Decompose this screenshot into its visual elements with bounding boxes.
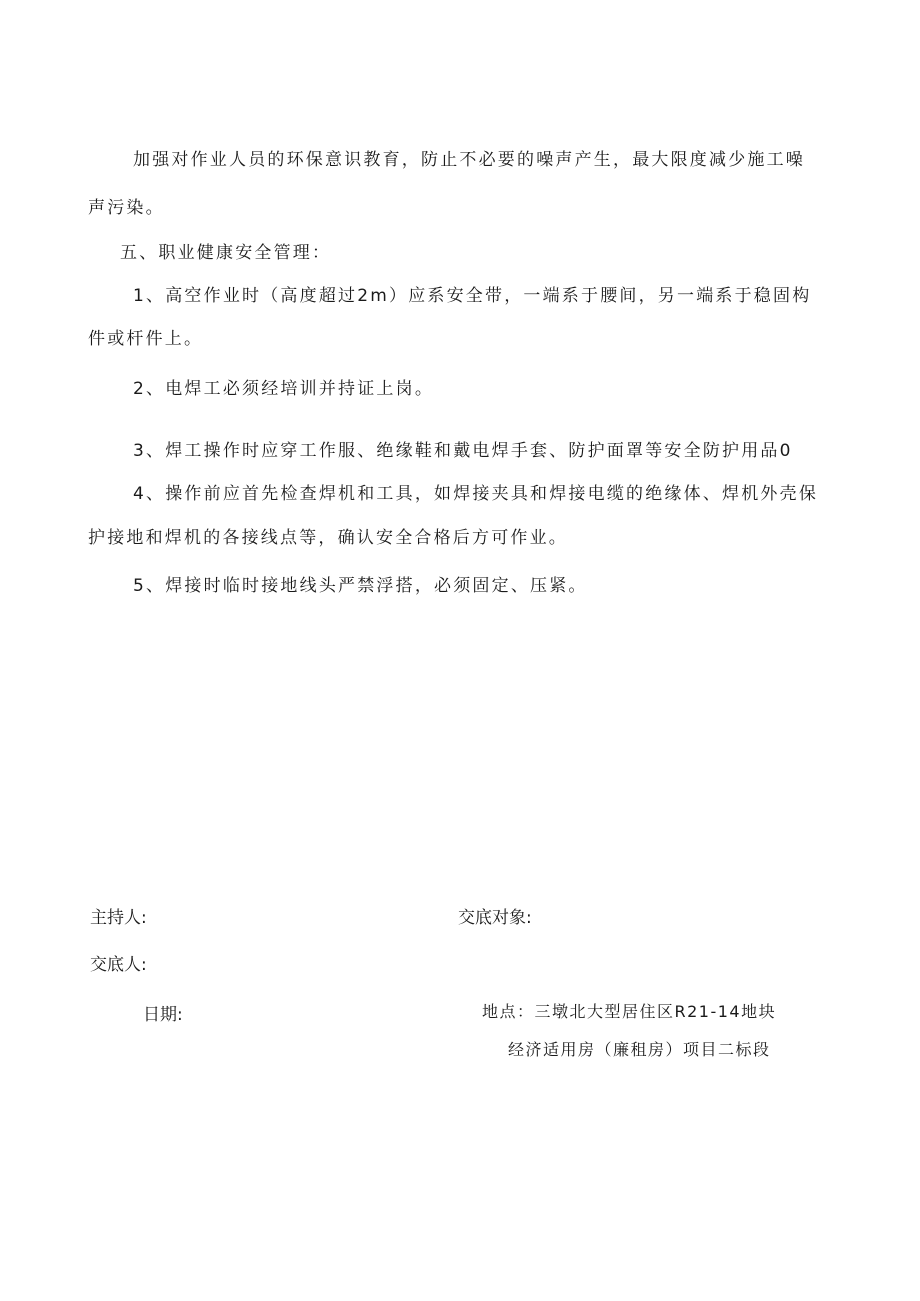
host-label: 主持人: (90, 908, 147, 928)
location-line2: 经济适用房（廉租房）项目二标段 (508, 1040, 771, 1059)
list-item-4-line2: 护接地和焊机的各接线点等，确认安全合格后方可作业。 (88, 528, 568, 548)
section-heading: 五、职业健康安全管理： (120, 243, 332, 263)
list-item-1-line1: 1、高空作业时（高度超过2m）应系安全带，一端系于腰间，另一端系于稳固构 (133, 286, 812, 306)
list-item-1-line2: 件或杆件上。 (88, 329, 204, 349)
paragraph-noise-line1: 加强对作业人员的环保意识教育，防止不必要的噪声产生，最大限度减少施工噪 (133, 150, 805, 170)
list-item-2: 2、电焊工必须经培训并持证上岗。 (133, 379, 435, 399)
location-line1: 地点：三墩北大型居住区R21-14地块 (482, 1002, 777, 1021)
presenter-label: 交底人: (90, 955, 147, 975)
paragraph-noise-line2: 声污染。 (88, 198, 165, 218)
list-item-5: 5、焊接时临时接地线头严禁浮搭，必须固定、压紧。 (133, 576, 588, 596)
target-label: 交底对象: (458, 908, 532, 928)
list-item-3: 3、焊工操作时应穿工作服、绝缘鞋和戴电焊手套、防护面罩等安全防护用品0 (133, 441, 793, 461)
list-item-4-line1: 4、操作前应首先检查焊机和工具，如焊接夹具和焊接电缆的绝缘体、焊机外壳保 (133, 484, 819, 504)
date-label: 日期: (143, 1005, 183, 1025)
